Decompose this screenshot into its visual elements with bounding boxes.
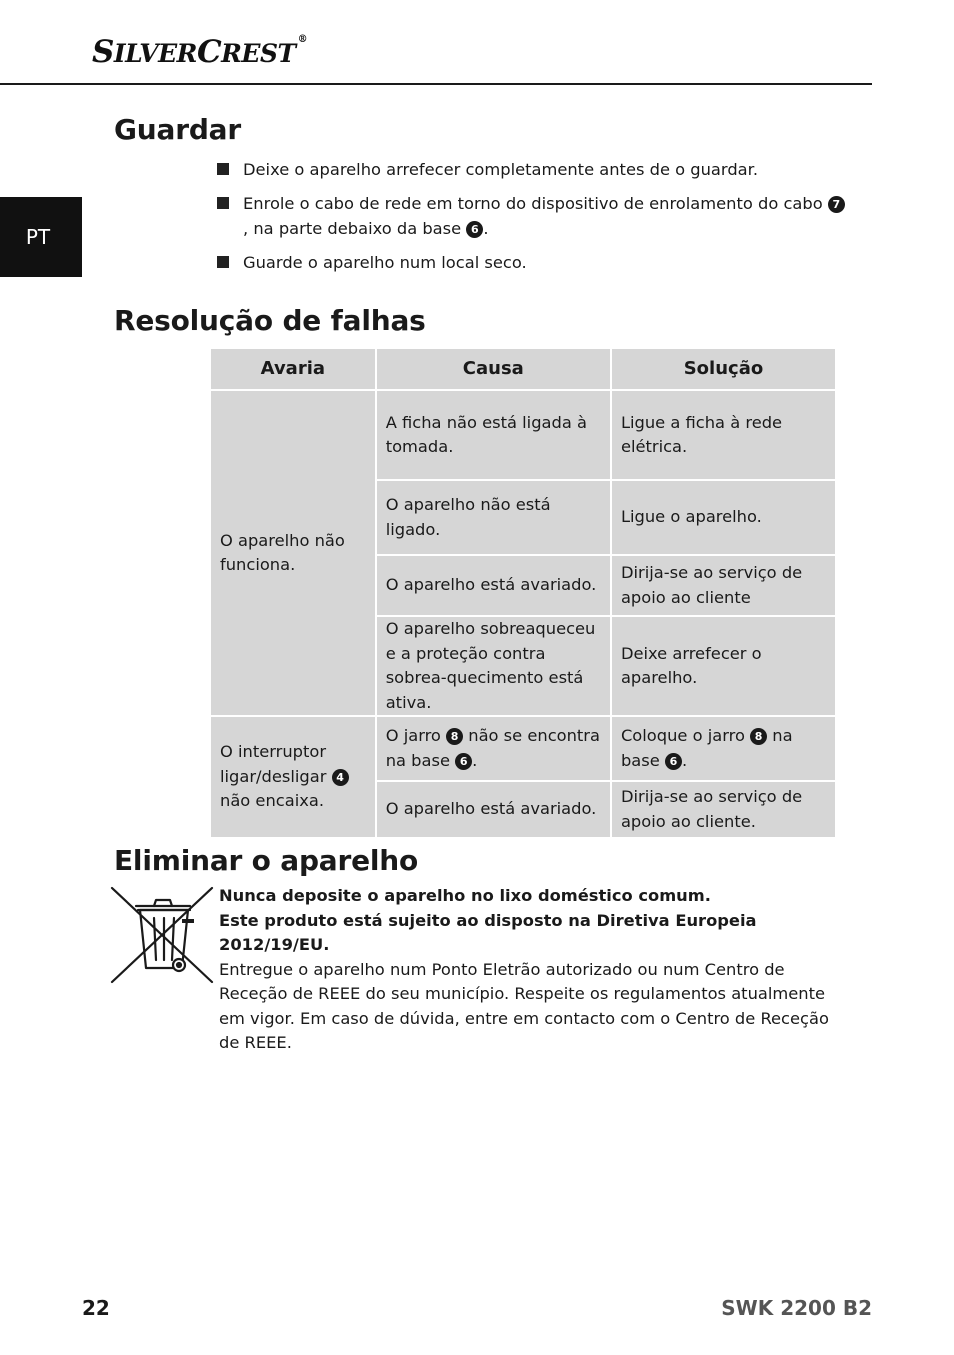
- cause-text: não se encontra na base: [385, 726, 600, 770]
- solution-cell: Dirija-se ao serviço de apoio ao cliente.: [612, 782, 835, 837]
- list-item-text: , na parte debaixo da base: [243, 219, 467, 238]
- language-tab: PT: [0, 197, 82, 277]
- fault-text: não encaixa.: [220, 791, 325, 811]
- cause-cell: O aparelho está avariado.: [377, 782, 610, 837]
- cause-text: O jarro: [385, 726, 447, 745]
- cause-text: .: [472, 750, 478, 770]
- table-row: [211, 391, 835, 479]
- column-header-solution: Solução: [612, 349, 835, 389]
- model-number: SWK 2200 B2: [721, 1296, 872, 1320]
- part-number-badge: 6: [665, 753, 682, 770]
- list-item-text: Deixe o aparelho arrefecer completamente antes de o guardar.: [243, 160, 759, 179]
- part-number-badge: 6: [466, 221, 483, 238]
- disposal-instructions: Entregue o aparelho num Ponto Eletrão autorizado ou num Centro de Receção de REEE do seu município. Respeite os regulamentos atualmente em vigor. Em caso de dúvida, entre em contacto com o Centro de Receção de REEE.: [219, 959, 829, 1052]
- fault-cell: [211, 717, 375, 837]
- logo-letters: ILVER: [113, 39, 197, 68]
- registered-mark: ®: [297, 34, 308, 45]
- part-number-badge: 8: [446, 728, 463, 745]
- bullet-square-icon: [217, 197, 229, 209]
- solution-cell: Deixe arrefecer o aparelho.: [612, 617, 835, 715]
- part-number-badge: 8: [750, 728, 767, 745]
- header-rule: [0, 83, 872, 85]
- section-title-troubleshooting: Resolução de falhas: [114, 304, 426, 337]
- cause-cell: O aparelho está avariado.: [377, 556, 610, 615]
- table-row: [211, 717, 835, 780]
- part-number-badge: 7: [828, 196, 845, 213]
- solution-cell: Dirija-se ao serviço de apoio ao cliente: [612, 556, 835, 615]
- disposal-directive: Este produto está sujeito ao disposto na Diretiva Europeia 2012/19/EU.: [219, 910, 757, 954]
- list-item-text: Enrole o cabo de rede em torno do dispositivo de enrolamento do cabo: [243, 194, 828, 213]
- troubleshooting-table: [209, 347, 837, 839]
- brand-logo: [92, 34, 307, 70]
- section-title-disposal: Eliminar o aparelho: [114, 844, 419, 877]
- logo-letters: REST: [221, 39, 296, 68]
- part-number-badge: 6: [455, 753, 472, 770]
- list-item: [216, 191, 846, 241]
- table-header-row: [211, 349, 835, 389]
- list-item-text: .: [483, 219, 489, 238]
- part-number-badge: 4: [332, 769, 349, 786]
- disposal-warning: Nunca deposite o aparelho no lixo doméstico comum.: [219, 886, 711, 905]
- page-number: 22: [82, 1296, 110, 1320]
- cause-cell: A ficha não está ligada à tomada.: [377, 391, 610, 479]
- solution-cell: Ligue o aparelho.: [612, 481, 835, 554]
- bullet-square-icon: [217, 163, 229, 175]
- fault-cell: O aparelho não funciona.: [211, 391, 375, 715]
- crossed-out-wheelie-bin-icon: [110, 886, 214, 984]
- section-title-storage: Guardar: [114, 113, 241, 146]
- cause-cell: O aparelho não está ligado.: [377, 481, 610, 554]
- solution-cell: [612, 717, 835, 780]
- logo-letter: C: [196, 34, 222, 70]
- list-item: [216, 157, 846, 182]
- logo-letter: S: [92, 34, 114, 70]
- cause-cell: O aparelho sobreaqueceu e a proteção contra sobrea-quecimento está ativa.: [377, 617, 610, 715]
- bullet-square-icon: [217, 256, 229, 268]
- column-header-fault: Avaria: [211, 349, 375, 389]
- list-item: [216, 250, 846, 275]
- cause-cell: [377, 717, 610, 780]
- disposal-text: [219, 884, 849, 1056]
- solution-cell: Ligue a ficha à rede elétrica.: [612, 391, 835, 479]
- solution-text: .: [681, 750, 688, 770]
- column-header-cause: Causa: [377, 349, 610, 389]
- list-item-text: Guarde o aparelho num local seco.: [243, 253, 527, 272]
- fault-text: O interruptor ligar/desligar: [220, 742, 332, 786]
- solution-text: na base: [620, 726, 793, 770]
- solution-text: Coloque o jarro: [620, 726, 751, 745]
- storage-list: [216, 157, 846, 284]
